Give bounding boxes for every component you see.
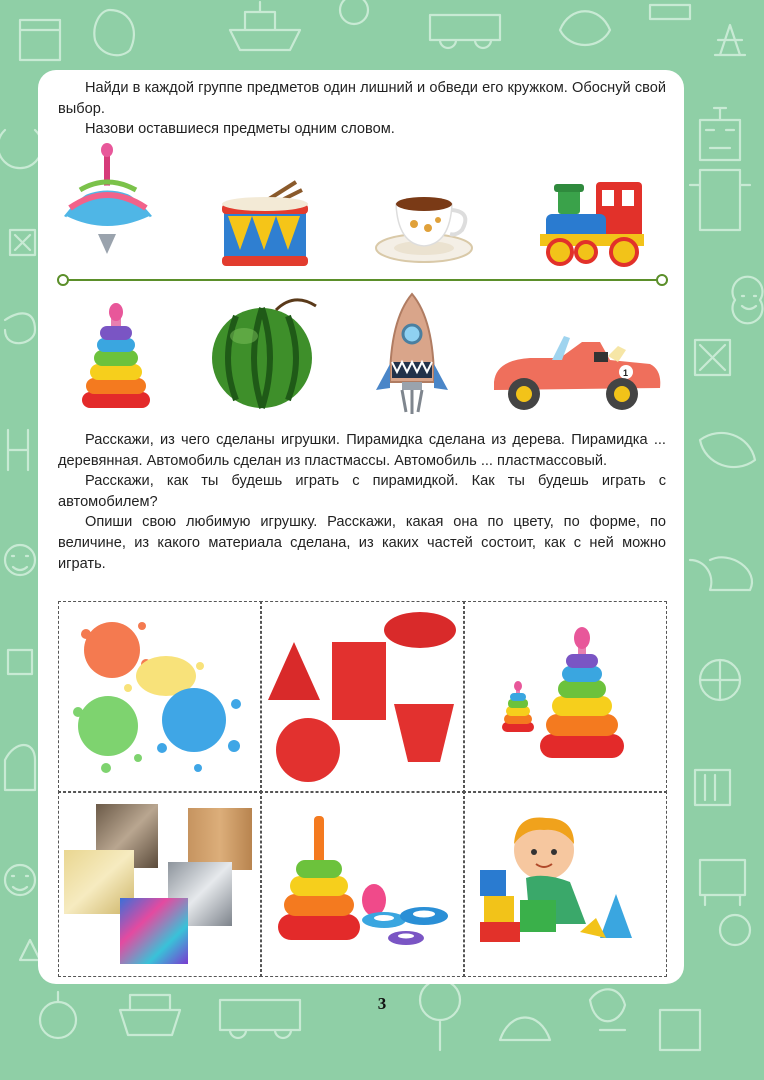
intro-text <box>58 78 666 140</box>
car-number: 1 <box>623 368 629 378</box>
ring-pyramid-icon <box>78 300 154 414</box>
story-paragraph-2: Расскажи, как ты будешь играть с пирамидкой. Как ты будешь играть с автомобилем? <box>58 473 666 510</box>
toy-rocket-icon <box>372 290 452 416</box>
material-swatches-icon <box>62 800 258 970</box>
instruction-1: Найди в каждой группе предметов один лишний и обведи его кружком. Обоснуй свой выбор. <box>58 80 666 117</box>
page-number: 3 <box>377 994 387 1013</box>
spinning-top-icon <box>58 142 158 260</box>
teacup-icon <box>374 186 480 268</box>
shapes-icon <box>266 606 460 786</box>
pyramid-sizes-icon <box>498 626 648 766</box>
drum-icon <box>218 180 312 270</box>
color-blots-icon <box>66 608 256 786</box>
story-paragraph-1: Расскажи, из чего сделаны игрушки. Пирамидка сделана из дерева. Пирамидка ... деревянная. Автомобиль сделан из пластмассы. Автомобиль ... пластмассовый. <box>58 432 666 469</box>
pyramid-parts-icon <box>272 812 454 952</box>
group-divider <box>55 272 670 288</box>
toy-train-icon <box>538 178 648 270</box>
toy-car-icon <box>490 330 664 414</box>
instruction-2: Назови оставшиеся предметы одним словом. <box>85 121 395 138</box>
watermelon-icon <box>206 296 324 414</box>
story-paragraph-3: Опиши свою любимую игрушку. Расскажи, какая она по цвету, по форме, по величине, из какого материала сделана, из каких частей состоит, как с ней можно играть. <box>58 514 666 572</box>
child-with-blocks-icon <box>476 814 656 954</box>
story-text <box>58 430 666 574</box>
